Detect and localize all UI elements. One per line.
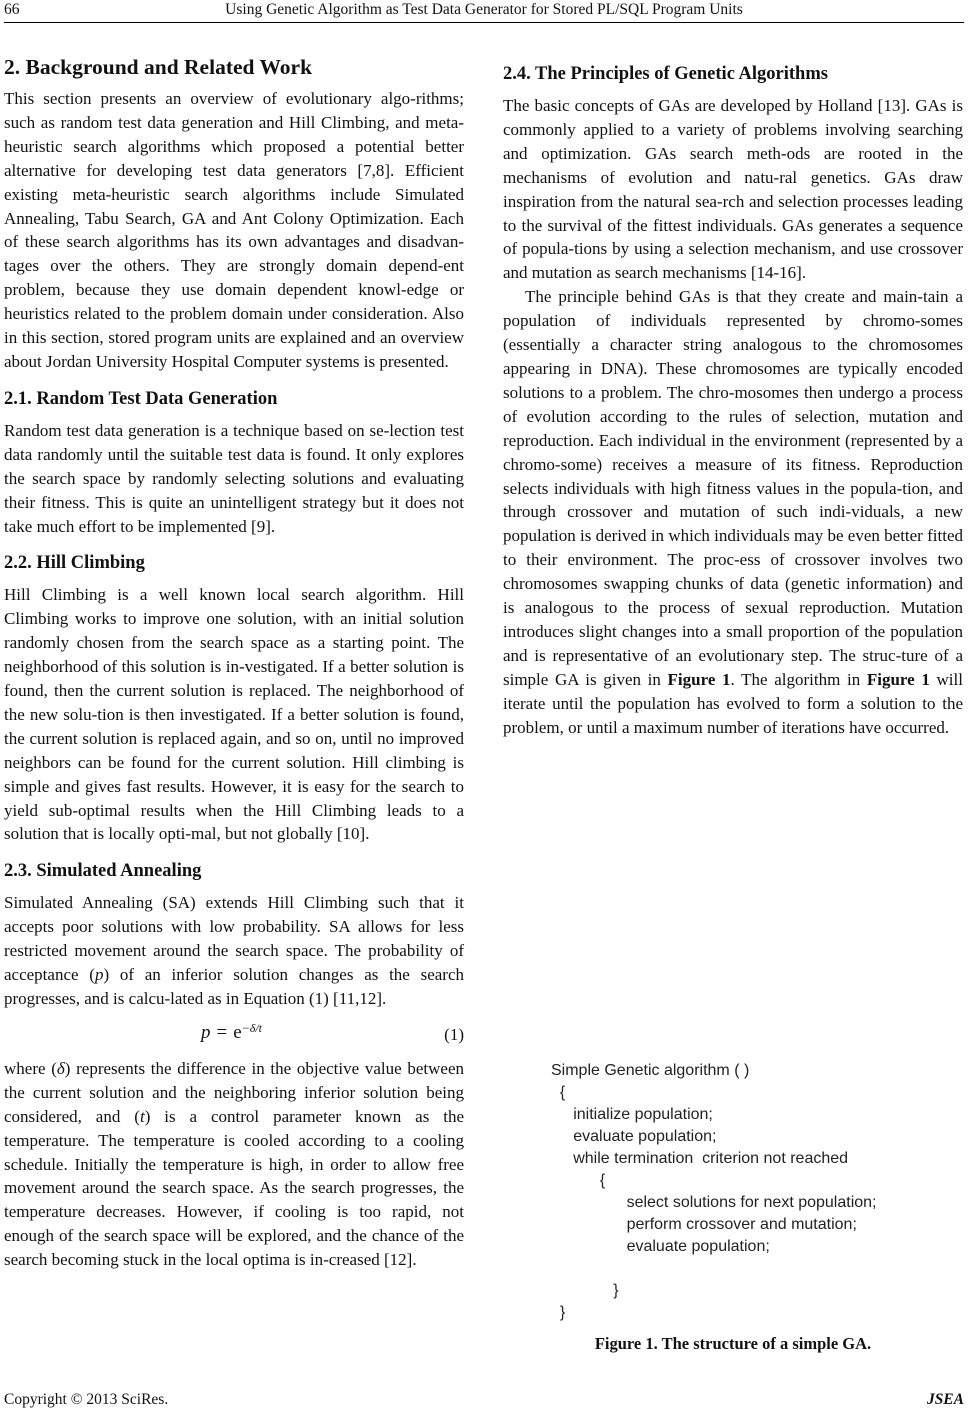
genetic-paragraph-1: The basic concepts of GAs are developed by Holland [13]. GAs is commonly applied to a variety of problems involving searching and optimization. GAs search meth-ods are rooted in the mechanisms of evolution and natu-ral genetics. GAs draw inspiration from the natural sea-rch and selection processes leading to the survival of the fittest individuals. GAs generates a sequence of popula-tions by using a selection mechanism, and use crossover and mutation as search mechanisms [14-16]. (503, 96, 963, 283)
random-paragraph: Random test data generation is a technique based on se-lection test data randomly until the suitable test data is found. It only explores the search space by randomly selecting solutions and evaluating their fitness. This is quite an unintelligent strategy but it does not take much effort to be implemented [9]. (4, 420, 464, 536)
figure-1-pseudocode (551, 1060, 951, 1324)
journal-abbrev: JSEA (926, 1391, 964, 1408)
subsection-heading-annealing: 2.3. Simulated Annealing (4, 861, 202, 882)
page-number: 66 (4, 1, 20, 18)
code-line: { (551, 1172, 606, 1189)
equation-formula: $p = e^{-\delta/t}$ (201, 1020, 262, 1043)
annealing-paragraph-2: where (δ) represents the difference in the objective value between the current solution and the neighboring inferior solution being considered, and (t) is a control parameter known as the temperature. The temperature is cooled according to a cooling schedule. Initially the temperature is high, in order to allow free movement around the search space. As the search progresses, the temperature decreases. However, if cooling is too rapid, not enough of the search space will be explored, and the chance of the search becoming stuck in the local optima is in-creased [12]. (4, 1058, 465, 1270)
subsection-heading-genetic: 2.4. The Principles of Genetic Algorithms (503, 64, 828, 84)
code-line: while termination criterion not reached (551, 1150, 849, 1167)
subsection-heading-random: 2.1. Random Test Data Generation (4, 388, 278, 409)
annealing-paragraph-1: Simulated Annealing (SA) extends Hill Climbing such that it accepts poor solutions with low probability. SA allows for less restricted movement around the search space. The probability of acceptance (p) of an inferior solution changes as the search progresses, and is calcu-lated as in Equation (1) [11,12]. (4, 893, 464, 1008)
code-line: Simple Genetic algorithm ( ) (551, 1062, 750, 1079)
code-line: evaluate population; (551, 1238, 770, 1255)
code-line: evaluate population; (551, 1128, 717, 1145)
section-heading-background: 2. Background and Related Work (4, 55, 313, 79)
hill-climbing-paragraph: Hill Climbing is a well known local search algorithm. Hill Climbing works to improve one solution, with an initial solution randomly chosen from the search space as a starting point. The neighborhood of this solution is in-vestigated. If a better solution is found, then the current solution is replaced. The neighborhood of the new solu-tion is then investigated. If a better solution is found, the current solution is replaced again, and so on, until no improved neighbors can be found for the current solution. Hill climbing is simple and gives fast results. However, it is easy for the search to yield sub-optimal results when the Hill Climbing leads to a solution that is locally opti-mal, but not globally [10]. (4, 585, 464, 844)
code-line: } (551, 1282, 619, 1299)
code-line: initialize population; (551, 1106, 713, 1123)
subsection-heading-hill-climbing: 2.2. Hill Climbing (4, 553, 145, 574)
code-line (551, 1258, 951, 1280)
equation-1 (4, 1015, 464, 1055)
code-line: select solutions for next population; (551, 1194, 877, 1211)
left-column (4, 54, 464, 1272)
equation-number: (1) (444, 1024, 464, 1044)
page-header (4, 0, 964, 22)
code-line: } (551, 1304, 566, 1321)
background-paragraph: This section presents an overview of evolutionary algo-rithms; such as random test data generation and Hill Climbing, and meta-heuristic search algorithms which proposed a potential better alternative for developing test data generators [7,8]. Efficient existing meta-heuristic search algorithms include Simulated Annealing, Tabu Search, GA and Ant Colony Optimization. Each of these search algorithms has its own advantages and disadvan-tages over the others. They are strongly domain depend-ent problem, because they use domain dependent knowl-edge or heuristics related to the problem domain under consideration. Also in this section, stored program units are explained and an overview about Jordan University Hospital Computer systems is presented. (4, 89, 464, 371)
running-title: Using Genetic Algorithm as Test Data Generator for Stored PL/SQL Program Units (225, 1, 743, 18)
right-column (503, 56, 963, 739)
code-line: perform crossover and mutation; (551, 1216, 857, 1233)
code-line: { (551, 1084, 566, 1101)
header-rule (4, 22, 964, 23)
genetic-paragraph-2: The principle behind GAs is that they create and main-tain a population of individuals represented by chromo-somes (essentially a character string analogous to the chromosomes appearing in DNA). These chromosomes are typically encoded solutions to a problem. The chro-mosomes then undergo a process of evolution according to the rules of selection, mutation and reproduction. Each individual in the environment (represented by a chromo-some) receives a measure of its fitness. Reproduction selects individuals with high fitness values in the popula-tion, and through crossover and mutation of such indi-viduals, a new population is derived in which individuals may be even better fitted to their environment. The proc-ess of crossover involves two chromosomes swapping chunks of data (genetic information) and is analogous to the process of sexual reproduction. Mutation introduces slight changes into a small proportion of the population and is representative of an evolutionary step. The struc-ture of a simple GA is given in Figure 1. The algorithm in Figure 1 will iterate until the population has evolved to form a solution to the problem, or until a maximum number of iterations have occurred. (503, 287, 963, 737)
copyright: Copyright © 2013 SciRes. (4, 1391, 169, 1408)
figure-1-caption: Figure 1. The structure of a simple GA. (594, 1334, 872, 1353)
